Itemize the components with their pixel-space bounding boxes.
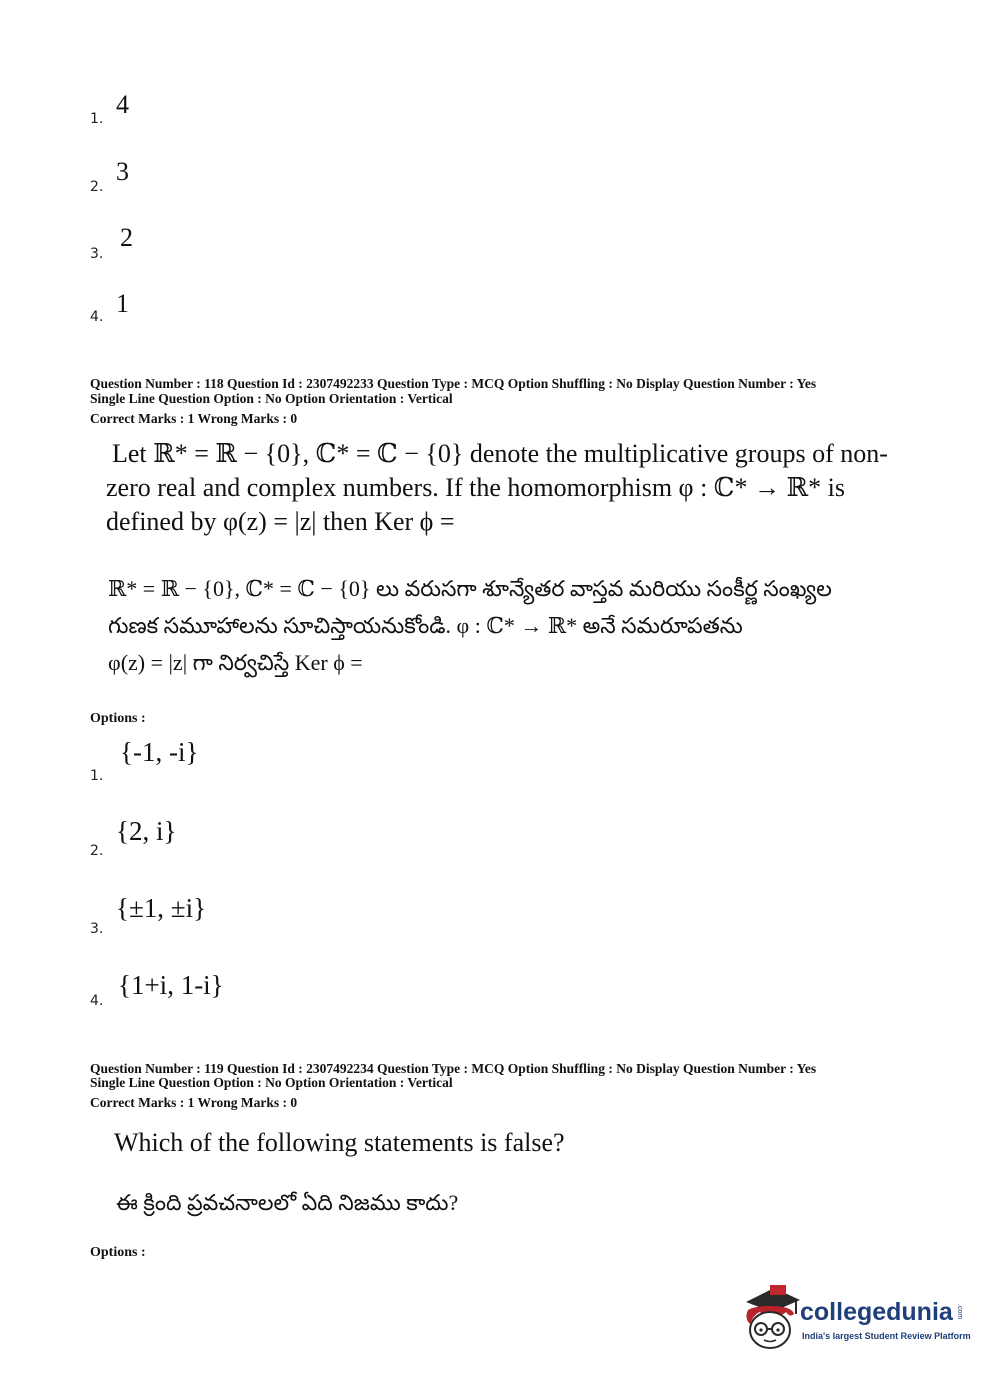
prev-option-2-value: 3: [116, 157, 129, 186]
q118-meta-line-1: Question Number : 118 Question Id : 2307492233 Question Type : MCQ Option Shuffling : No Display Question Number : Yes: [90, 376, 817, 391]
mascot-icon: [740, 1284, 802, 1350]
q118-option-2-number: 2.: [90, 843, 104, 859]
q118-option-3-value: {±1, ±i}: [116, 893, 207, 923]
q119-english-text: Which of the following statements is false?: [114, 1128, 565, 1157]
logo-wordmark: collegedunia: [800, 1298, 953, 1326]
q118-meta-line-2: Single Line Question Option : No Option Orientation : Vertical: [90, 391, 453, 406]
q118-english-line-3: defined by φ(z) = |z| then Ker ϕ =: [106, 507, 455, 536]
q118-options-label: Options :: [90, 711, 146, 726]
q118-telugu-line-1: ℝ* = ℝ − {0}, ℂ* = ℂ − {0} లు వరుసగా శూన్యేతర వాస్తవ మరియు సంకీర్ణ సంఖ్యల: [108, 576, 832, 601]
collegedunia-logo[interactable]: [740, 1284, 970, 1354]
q118-meta-line-3: Correct Marks : 1 Wrong Marks : 0: [90, 411, 298, 426]
q118-option-3-number: 3.: [90, 921, 104, 937]
prev-option-3-value: 2: [120, 223, 133, 252]
q118-telugu-line-3: φ(z) = |z| గా నిర్వచిస్తే Ker ϕ =: [108, 650, 363, 675]
q118-option-1-number: 1.: [90, 768, 104, 784]
logo-tagline: India's largest Student Review Platform: [802, 1331, 971, 1341]
q119-telugu-text: ఈ క్రింది ప్రవచనాలలో ఏది నిజము కాదు?: [116, 1190, 459, 1215]
q118-telugu-line-2: గుణక సమూహాలను సూచిస్తాయనుకోండి. φ : ℂ* → ℝ* అనే సమరూపతను: [108, 613, 743, 638]
q119-meta-line-3: Correct Marks : 1 Wrong Marks : 0: [90, 1095, 298, 1110]
q119-meta-line-1: Question Number : 119 Question Id : 2307492234 Question Type : MCQ Option Shuffling : No Display Question Number : Yes: [90, 1061, 817, 1076]
q118-option-4-value: {1+i, 1-i}: [118, 970, 224, 1000]
prev-option-4-value: 1: [116, 289, 129, 318]
q118-option-2-value: {2, i}: [116, 816, 177, 846]
q118-english-line-1: Let ℝ* = ℝ − {0}, ℂ* = ℂ − {0} denote the multiplicative groups of non-: [112, 439, 888, 468]
prev-option-2-number: 2.: [90, 179, 104, 195]
q119-meta-line-2: Single Line Question Option : No Option Orientation : Vertical: [90, 1075, 453, 1090]
q118-option-4-number: 4.: [90, 993, 104, 1009]
prev-option-3-number: 3.: [90, 246, 104, 262]
q118-option-1-value: {-1, -i}: [120, 737, 199, 767]
prev-option-1-number: 1.: [90, 111, 104, 127]
q119-options-label: Options :: [90, 1245, 146, 1260]
q118-english-line-2: zero real and complex numbers. If the homomorphism φ : ℂ* → ℝ* is: [106, 473, 845, 502]
prev-option-4-number: 4.: [90, 309, 104, 325]
logo-com-suffix: .com: [956, 1304, 963, 1320]
prev-option-1-value: 4: [116, 90, 129, 119]
